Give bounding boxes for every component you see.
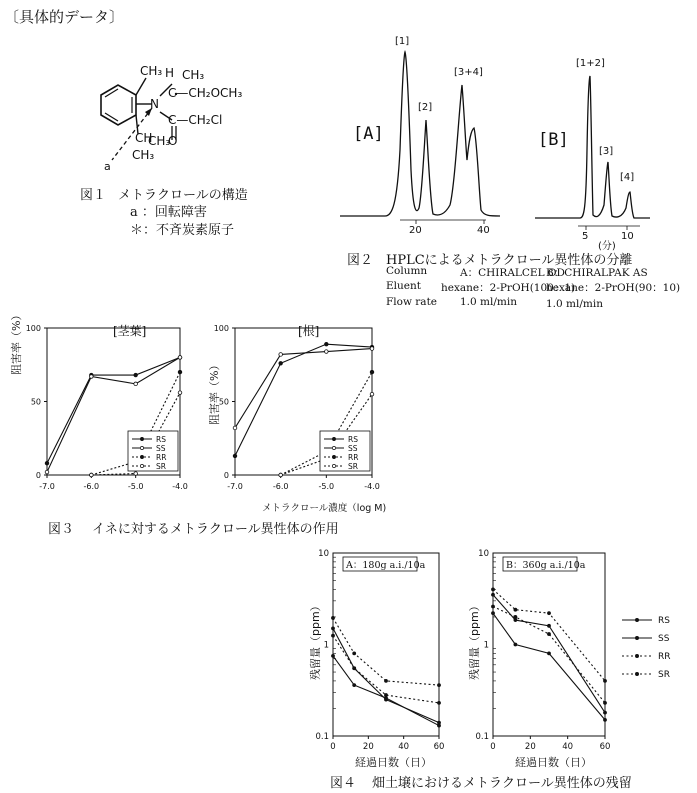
hplc-table-flow-label: Flow rate: [386, 296, 438, 308]
x-tick-label: -6.0: [272, 482, 289, 491]
peak-label: [1]: [395, 36, 410, 47]
data-point: [514, 643, 518, 647]
plot-frame: [333, 553, 439, 736]
data-point: [603, 679, 607, 683]
data-point: [603, 711, 607, 715]
data-point: [331, 626, 335, 630]
fig1-caption-title: メトラクロールの構造: [118, 188, 248, 203]
data-point: [491, 588, 495, 592]
structure-ch3-lower1: CH₃: [148, 134, 171, 148]
data-point: [352, 666, 356, 670]
hplc-table-flow-b: 1.0 ml/min: [546, 298, 603, 310]
x-tick-label: 0: [330, 742, 336, 752]
x-tick-label: 60: [433, 742, 445, 752]
x-tick-label: -5.0: [127, 482, 144, 491]
fig4-ylabel-left: 残留量（ppm）: [309, 600, 322, 680]
data-point: [547, 632, 551, 636]
fig4-caption-num: 図４: [330, 776, 357, 791]
data-point: [331, 616, 335, 620]
legend-label: SS: [658, 634, 670, 644]
fig4-xlabel-left: 経過日数（日）: [355, 756, 432, 769]
hplc-table-flow-a: 1.0 ml/min: [460, 296, 517, 308]
legend-label: RS: [658, 616, 670, 626]
data-point: [437, 683, 441, 687]
fig1-note-a: a ：回転障害: [130, 205, 207, 220]
series-line-rs: [493, 613, 605, 720]
data-point: [547, 624, 551, 628]
y-tick-label: 100: [25, 324, 41, 333]
hplc-table-eluent-label: Eluent: [386, 280, 421, 292]
data-point: [352, 683, 356, 687]
series-line-rr: [333, 618, 439, 685]
y-tick-label: 0.1: [475, 732, 489, 742]
legend-label: RR: [348, 453, 359, 462]
x-tick-label: 0: [490, 742, 496, 752]
legend-label: SR: [156, 462, 166, 471]
structure-a-label: a: [104, 160, 111, 173]
x-tick-label: -7.0: [227, 482, 243, 491]
peak-label: [2]: [418, 102, 433, 113]
data-point: [491, 605, 495, 609]
data-point: [384, 679, 388, 683]
y-tick-label: 10: [478, 549, 489, 559]
legend-marker: [635, 636, 639, 640]
legend-label: SR: [348, 462, 358, 471]
series-line-ss: [333, 628, 439, 722]
structure-c-ch2och3: C—CH₂OCH₃: [168, 86, 243, 100]
fig4-xlabel-right: 経過日数（日）: [515, 756, 592, 769]
data-point: [491, 611, 495, 615]
panel-title: A：180g a.i./10a: [346, 560, 426, 571]
hplc-axis-tick: 20: [409, 225, 422, 236]
fig3-caption-title: イネに対するメトラクロール異性体の作用: [92, 522, 339, 537]
x-tick-label: 20: [362, 742, 374, 752]
x-tick-label: 20: [524, 742, 536, 752]
legend-label: SS: [156, 444, 166, 453]
structure-n: N: [150, 97, 159, 111]
x-tick-label: 40: [398, 742, 410, 752]
fig3-caption-num: 図３: [48, 522, 75, 537]
series-line-sr: [333, 636, 439, 703]
y-tick-label: 1: [483, 640, 489, 651]
peak-label: [3+4]: [454, 67, 483, 78]
data-point: [352, 651, 356, 655]
x-tick-label: -6.0: [83, 482, 100, 491]
data-point: [384, 693, 388, 697]
hplc-axis-unit: (分): [598, 241, 616, 252]
y-tick-label: 100: [213, 324, 229, 333]
structure-ch3-top: CH₃: [140, 64, 163, 78]
legend-marker: [635, 654, 639, 658]
hplc-axis-tick: 5: [582, 231, 589, 242]
data-point: [437, 701, 441, 705]
hplc-table-eluent-b: hexane：2-PrOH(90：10): [546, 282, 681, 294]
data-point: [514, 608, 518, 612]
section-header: 〔具体的データ〕: [4, 8, 125, 26]
x-tick-label: 40: [562, 742, 574, 752]
peak-label: [1+2]: [576, 58, 605, 69]
x-tick-label: 60: [599, 742, 611, 752]
y-tick-label: 0: [223, 471, 229, 480]
legend-label: RR: [658, 652, 671, 662]
fig3-ylabel-right: 阻害率（%）: [208, 359, 221, 425]
hplc-panel-a-label: [A]: [353, 124, 384, 144]
data-point: [514, 615, 518, 619]
x-tick-label: -5.0: [318, 482, 335, 491]
fig2-caption-title: HPLCによるメトラクロール異性体の分離: [386, 253, 633, 268]
hplc-table-column-a: A：CHIRALCEL OD: [460, 267, 565, 279]
legend-label: RR: [156, 453, 167, 462]
data-point: [491, 593, 495, 597]
legend-label: RS: [348, 435, 358, 444]
y-tick-label: 0: [35, 471, 41, 480]
y-tick-label: 50: [218, 397, 229, 407]
fig2-caption-num: 図２: [347, 253, 374, 268]
data-point: [603, 701, 607, 705]
fig3-panel-label-shoot: [茎葉]: [113, 324, 147, 338]
data-point: [547, 611, 551, 615]
fig3-ylabel-left: 阻害率（%）: [10, 309, 23, 375]
data-point: [331, 654, 335, 658]
hplc-table-column-label: Column: [386, 265, 428, 277]
structure-h: H: [165, 66, 175, 80]
legend-label: SS: [348, 444, 358, 453]
y-tick-label: 10: [318, 549, 329, 559]
hplc-panel-b-label: [B]: [538, 130, 569, 150]
fig4-ylabel-right: 残留量（ppm）: [468, 600, 481, 680]
structure-ch3-side: CH₃: [182, 68, 205, 82]
fig4-caption-title: 畑土壌におけるメトラクロール異性体の残留: [372, 776, 632, 791]
y-tick-label: 50: [30, 397, 41, 407]
x-tick-label: -7.0: [39, 482, 55, 491]
data-point: [384, 698, 388, 702]
panel-title: B：360g a.i./10a: [506, 560, 586, 571]
y-tick-label: 0.1: [315, 732, 329, 742]
peak-label: [3]: [599, 146, 614, 157]
structure-o: O: [168, 134, 178, 148]
x-tick-label: -4.0: [364, 482, 380, 491]
data-point: [547, 651, 551, 655]
structure-ch: CH: [135, 131, 153, 145]
fig1-caption-num: 図１: [80, 188, 107, 203]
legend-marker: [635, 672, 639, 676]
hplc-axis-tick: 10: [621, 231, 634, 242]
y-tick-label: 1: [323, 640, 329, 651]
plot-frame: [493, 553, 605, 736]
data-point: [603, 718, 607, 722]
legend-label: RS: [156, 435, 166, 444]
legend-label: SR: [658, 670, 670, 680]
data-point: [331, 634, 335, 638]
fig3-panel-label-root: [根]: [298, 324, 320, 338]
legend-marker: [635, 618, 639, 622]
data-point: [437, 721, 441, 725]
hplc-axis-tick: 40: [477, 225, 490, 236]
structure-c-ch2cl: C—CH₂Cl: [168, 113, 223, 127]
fig3-xlabel: メトラクロール濃度（log M): [262, 503, 387, 514]
hplc-table-column-b: B：CHIRALPAK AS: [546, 267, 648, 279]
x-tick-label: -4.0: [172, 482, 188, 491]
hplc-table-eluent-a: hexane：2-PrOH(100：1): [441, 282, 576, 294]
peak-label: [4]: [620, 172, 635, 183]
structure-ch3-lower2: CH₃: [132, 148, 155, 162]
fig1-note-star: ＊：不斉炭素原子: [130, 223, 235, 238]
